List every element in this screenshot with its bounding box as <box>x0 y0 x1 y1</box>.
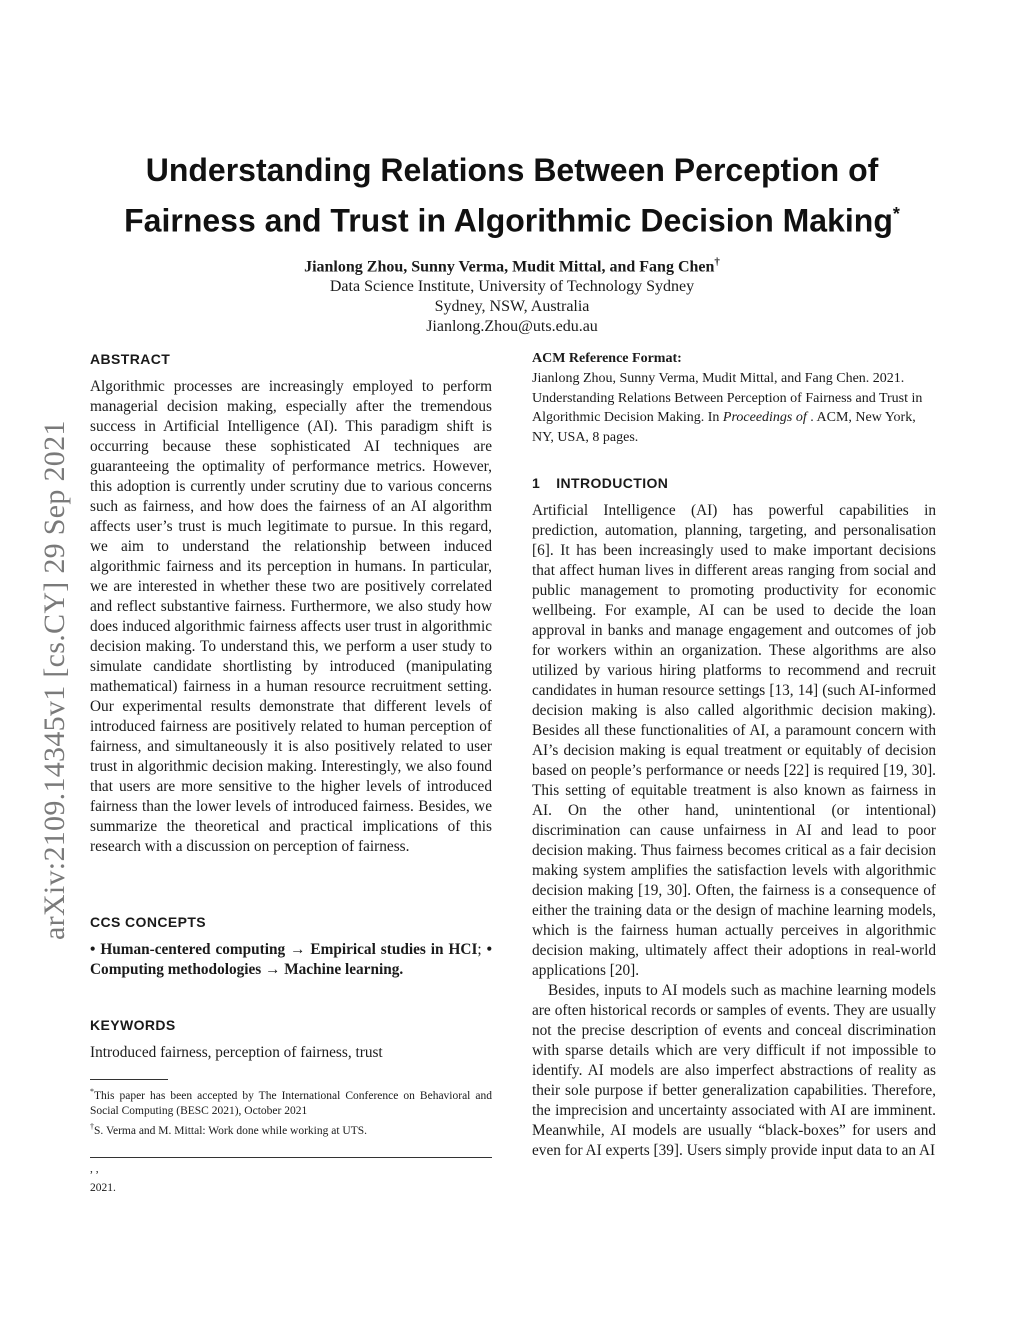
ccs-arrow-1: → <box>290 941 306 958</box>
venue-line: , , <box>90 1163 99 1175</box>
paper-title-text: Understanding Relations Between Perception of Fairness and Trust in Algorithmic Decision Making <box>124 152 893 239</box>
abstract-text: Algorithmic processes are increasingly employed to perform managerial decision making, especially after the tremendous success in Artificial Intelligence (AI). This paradigm shift is occurring because these sophisticated AI techniques are guaranteeing the optimality of performance metrics. However, this adoption is currently under scrutiny due to various concerns such as fairness, and how does the fairness of an AI algorithm affects user’s trust is much legitimate to pursue. In this regard, we aim to understand the relationship between induced algorithmic fairness and its perception in humans. In particular, we are interested in whether these two are positively correlated and reflect substantive fairness. Furthermore, we also study how does induced algorithmic fairness affects user trust in algorithmic decision making. To understand this, we perform a user study to simulate candidate shortlisting by introduced (manipulating mathematical) fairness in a human resource recruitment setting. Our experimental results demonstrate that different levels of introduced fairness are positively related to human perception of fairness, and simultaneously it is also positively related to user trust in algorithmic decision making. Interestingly, we also found that users are more sensitive to the higher levels of introduced fairness than the lower levels of introduced fairness. Besides, we summarize the theoretical and practical implications of this research with a discussion on perception of fairness. <box>90 378 492 855</box>
footnote-rule <box>90 1079 168 1080</box>
introduction-heading <box>532 473 936 493</box>
copyright-block <box>90 1162 492 1196</box>
author-block <box>80 252 944 337</box>
footnote-2-mark: † <box>90 1121 94 1131</box>
introduction-section <box>532 473 936 1161</box>
introduction-heading-text: INTRODUCTION <box>556 475 669 491</box>
author-location: Sydney, NSW, Australia <box>434 298 590 316</box>
author-email: Jianlong.Zhou@uts.edu.au <box>426 318 598 336</box>
ccs-target-1: Empirical studies in HCI <box>310 941 478 958</box>
keywords-text: Introduced fairness, perception of fairness, trust <box>90 1044 383 1061</box>
ccs-bullet-1: • Human-centered computing <box>90 941 286 958</box>
acm-reference-section <box>532 351 936 447</box>
introduction-number: 1 <box>532 475 541 491</box>
footnote-2-text: S. Verma and M. Mittal: Work done while working at UTS. <box>94 1124 368 1137</box>
copyright-rule <box>90 1157 492 1158</box>
acm-reference-heading: ACM Reference Format: <box>532 351 682 366</box>
ccs-end: . <box>399 961 404 978</box>
author-footnote-mark: † <box>714 256 720 268</box>
acm-reference-proceedings: Proceedings of <box>722 410 807 425</box>
paper-title <box>80 148 944 243</box>
footnote-1 <box>90 1084 492 1119</box>
ccs-concepts-heading: CCS CONCEPTS <box>90 914 207 930</box>
acm-reference-text <box>532 369 936 447</box>
footnotes <box>90 1084 492 1139</box>
abstract-heading: ABSTRACT <box>90 351 171 367</box>
abstract-section <box>90 349 492 857</box>
introduction-paragraph-2: Besides, inputs to AI models such as machine learning models are often historical records or samples of events. They are usually not the precise description of events and conceal discrimination with sparse details which are very difficult if not impossible to identify. AI models are also imperfect abstractions of reality as their sole purpose if better generalization capabilities. Therefore, the imprecision and uncertainty associated with AI are imminent. Meanwhile, AI models are usually “black-boxes” for users and even for AI experts [39]. Users simply provide input data to an AI <box>532 982 936 1159</box>
footnote-1-mark: * <box>90 1087 94 1096</box>
arxiv-identifier: arXiv:2109.14345v1 [cs.CY] 29 Sep 2021 <box>38 420 71 940</box>
keywords-section <box>90 1015 492 1063</box>
ccs-arrow-2: → <box>265 961 281 978</box>
author-affiliation: Data Science Institute, University of Technology Sydney <box>329 278 695 296</box>
title-footnote-mark: * <box>892 204 900 224</box>
acm-reference-pre: Jianlong Zhou, Sunny Verma, Mudit Mittal, and Fang Chen. 2021. Understanding Relations Between Perception of Fairness and Trust in Algorithmic Decision Making. In <box>532 371 923 425</box>
ccs-concepts-section <box>90 912 492 980</box>
author-names <box>80 252 944 277</box>
author-names-text: Jianlong Zhou, Sunny Verma, Mudit Mittal, and Fang Chen <box>304 258 715 276</box>
introduction-paragraph-1: Artificial Intelligence (AI) has powerful capabilities in prediction, automation, planning, targeting, and personalisation [6]. It has been increasingly used to make important decisions that affect human lives in different areas ranging from social and public management to promoting productivity for economic wellbeing. For example, AI can be used to decide the loan approval in banks and manage engagement and outcomes of job for workers within an organization. These algorithms are also utilized by various hiring platforms to recommend and recruit candidates in human resource settings [13, 14] (such AI-informed decision making is also called algorithmic decision making). Besides all these functionalities of AI, a paramount concern with AI’s decision making is equal treatment or equitably of decision based on people’s performance or needs [22] is required [19, 30]. This setting of equitable treatment is also known as fairness in AI. On the other hand, unintentional (or intentional) discrimination can cause unfairness in AI and lead to poor decision making. Thus fairness becomes critical as a fair decision making system amplifies the satisfaction levels with algorithmic decision making [19, 30]. Often, the fairness is a consequence of either the training data or the design of machine learning models, which is the fairness human actually perceives in algorithmic decision making, ultimately affect their adoptions in real-world applications [20]. <box>532 502 936 979</box>
footnote-2 <box>90 1119 492 1139</box>
year-line: 2021. <box>90 1182 116 1194</box>
keywords-heading: KEYWORDS <box>90 1017 176 1033</box>
ccs-target-2: Machine learning <box>284 961 400 978</box>
acm-reference-post: . ACM, New York, NY, USA, 8 pages. <box>532 410 916 445</box>
footnote-1-text: This paper has been accepted by The International Conference on Behavioral and Social Computing (BESC 2021), October 2021 <box>90 1089 492 1117</box>
ccs-separator: ; <box>477 941 482 958</box>
ccs-bullet-2: • Computing methodologies <box>90 941 492 978</box>
ccs-concepts-text <box>90 940 492 980</box>
